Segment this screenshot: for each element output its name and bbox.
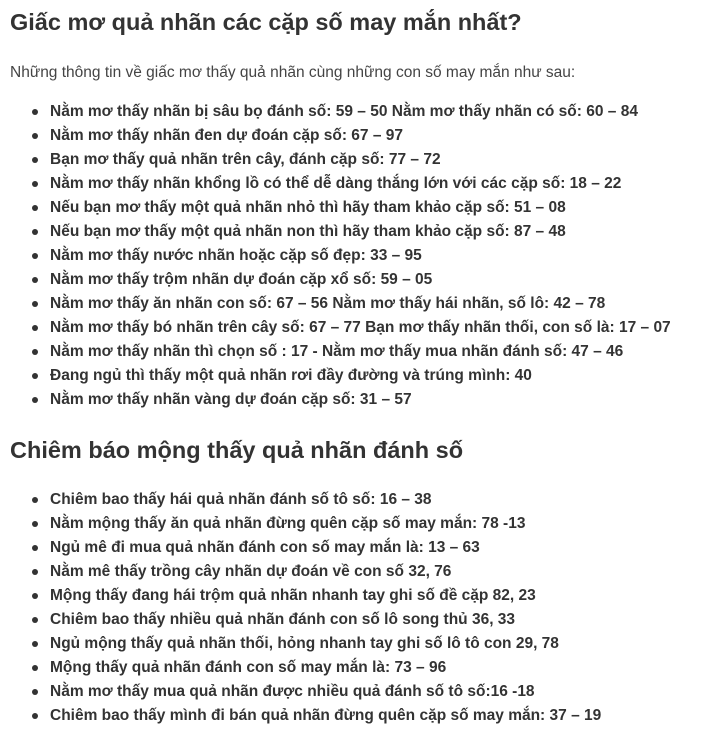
bullet-icon: [32, 497, 38, 503]
bullet-icon: [32, 205, 38, 211]
bullet-icon: [32, 325, 38, 331]
bullet-icon: [32, 569, 38, 575]
list-item-text: Nằm mơ thấy bó nhãn trên cây số: 67 – 77 Bạn mơ thấy nhãn thối, con số là: 17 – 07: [50, 319, 671, 336]
bullet-icon: [32, 593, 38, 599]
bullet-icon: [32, 713, 38, 719]
list-item: [32, 317, 671, 341]
bullet-icon: [32, 397, 38, 403]
bullet-icon: [32, 133, 38, 139]
lucky-numbers-list: [32, 101, 671, 413]
list-item-text: Chiêm bao thấy mình đi bán quả nhãn đừng quên cặp số may mắn: 37 – 19: [50, 707, 602, 724]
bullet-icon: [32, 641, 38, 647]
list-item: [32, 197, 671, 221]
bullet-icon: [32, 181, 38, 187]
list-item: [32, 561, 601, 585]
section-heading-dream-omens: Chiêm báo mộng thấy quả nhãn đánh số: [10, 437, 464, 463]
list-item: [32, 705, 601, 729]
bullet-icon: [32, 617, 38, 623]
section-heading-lucky-numbers: Giấc mơ quả nhãn các cặp số may mắn nhất?: [10, 9, 522, 35]
bullet-icon: [32, 689, 38, 695]
bullet-icon: [32, 545, 38, 551]
list-item: [32, 173, 671, 197]
list-item-text: Nằm mơ thấy ăn nhãn con số: 67 – 56 Nằm mơ thấy hái nhãn, số lô: 42 – 78: [50, 295, 606, 312]
list-item: [32, 585, 601, 609]
list-item: [32, 489, 601, 513]
list-item-text: Đang ngủ thì thấy một quả nhãn rơi đầy đường và trúng mình: 40: [50, 367, 532, 384]
list-item: [32, 269, 671, 293]
bullet-icon: [32, 253, 38, 259]
list-item-text: Mộng thấy quả nhãn đánh con số may mắn là: 73 – 96: [50, 659, 447, 676]
list-item: [32, 149, 671, 173]
list-item: [32, 513, 601, 537]
list-item-text: Nằm mơ thấy nước nhãn hoặc cặp số đẹp: 33 – 95: [50, 247, 422, 264]
list-item: [32, 537, 601, 561]
list-item: [32, 365, 671, 389]
list-item-text: Nằm mơ thấy nhãn thì chọn số : 17 - Nằm mơ thấy mua nhãn đánh số: 47 – 46: [50, 343, 624, 360]
list-item-text: Chiêm bao thấy nhiều quả nhãn đánh con số lô song thủ 36, 33: [50, 611, 516, 628]
list-item-text: Nếu bạn mơ thấy một quả nhãn nhỏ thì hãy tham khảo cặp số: 51 – 08: [50, 199, 566, 216]
list-item: [32, 609, 601, 633]
bullet-icon: [32, 373, 38, 379]
dream-omens-list: [32, 489, 601, 729]
bullet-icon: [32, 665, 38, 671]
bullet-icon: [32, 109, 38, 115]
list-item: [32, 125, 671, 149]
list-item-text: Nằm mơ thấy nhãn bị sâu bọ đánh số: 59 – 50 Nằm mơ thấy nhãn có số: 60 – 84: [50, 103, 638, 120]
list-item: [32, 245, 671, 269]
list-item-text: Nằm mơ thấy nhãn vàng dự đoán cặp số: 31 – 57: [50, 391, 412, 408]
bullet-icon: [32, 229, 38, 235]
bullet-icon: [32, 157, 38, 163]
intro-paragraph: Những thông tin về giấc mơ thấy quả nhãn cùng những con số may mắn như sau:: [10, 64, 576, 81]
list-item-text: Bạn mơ thấy quả nhãn trên cây, đánh cặp số: 77 – 72: [50, 151, 441, 168]
list-item-text: Ngủ mộng thấy quả nhãn thối, hỏng nhanh tay ghi số lô tô con 29, 78: [50, 635, 559, 652]
list-item: [32, 221, 671, 245]
bullet-icon: [32, 349, 38, 355]
list-item-text: Nằm mơ thấy nhãn đen dự đoán cặp số: 67 – 97: [50, 127, 403, 144]
list-item-text: Ngủ mê đi mua quả nhãn đánh con số may mắn là: 13 – 63: [50, 539, 480, 556]
list-item-text: Nằm mơ thấy trộm nhãn dự đoán cặp xổ số: 59 – 05: [50, 271, 433, 288]
list-item-text: Chiêm bao thấy hái quả nhãn đánh số tô số: 16 – 38: [50, 491, 432, 508]
bullet-icon: [32, 301, 38, 307]
list-item: [32, 657, 601, 681]
list-item-text: Nằm mộng thấy ăn quả nhãn đừng quên cặp số may mắn: 78 -13: [50, 515, 526, 532]
list-item: [32, 681, 601, 705]
list-item-text: Nằm mê thấy trồng cây nhãn dự đoán về con số 32, 76: [50, 563, 452, 580]
list-item-text: Nếu bạn mơ thấy một quả nhãn non thì hãy tham khảo cặp số: 87 – 48: [50, 223, 566, 240]
bullet-icon: [32, 277, 38, 283]
list-item: [32, 101, 671, 125]
bullet-icon: [32, 521, 38, 527]
list-item-text: Nằm mơ thấy nhãn khổng lồ có thể dễ dàng thắng lớn với các cặp số: 18 – 22: [50, 175, 622, 192]
list-item-text: Mộng thấy đang hái trộm quả nhãn nhanh tay ghi số đề cặp 82, 23: [50, 587, 536, 604]
list-item-text: Nằm mơ thấy mua quả nhãn được nhiều quả đánh số tô số:16 -18: [50, 683, 535, 700]
list-item: [32, 633, 601, 657]
list-item: [32, 389, 671, 413]
list-item: [32, 341, 671, 365]
list-item: [32, 293, 671, 317]
